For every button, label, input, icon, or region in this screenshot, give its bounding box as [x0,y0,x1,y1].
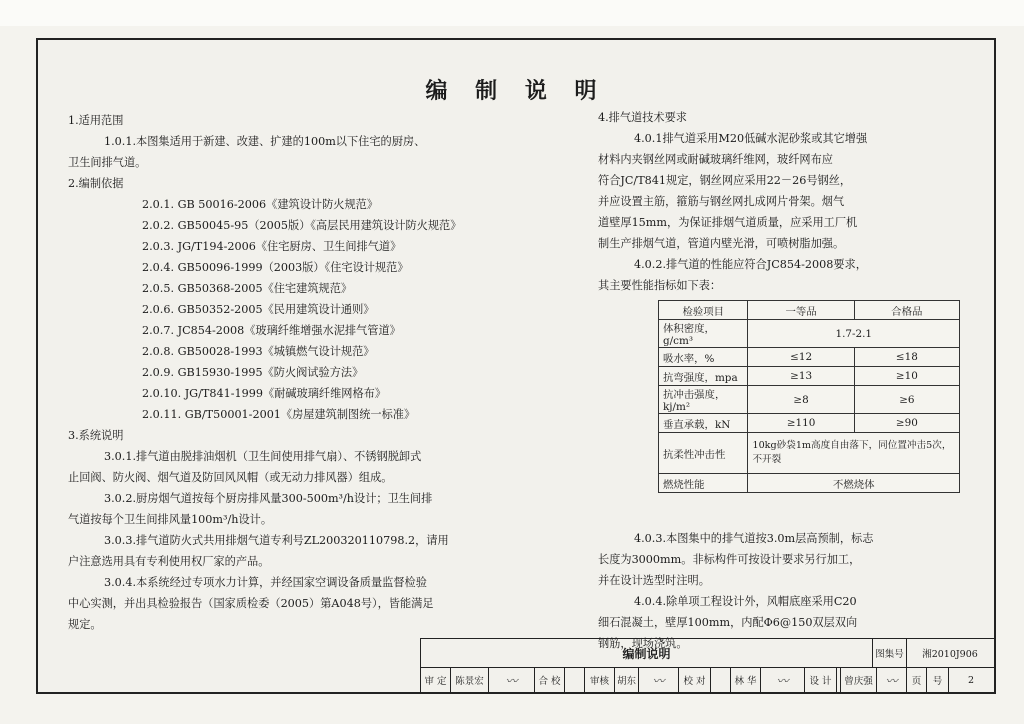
paragraph: 3.0.1.排气道由脱排油烟机（卫生间使用排气扇）、不锈钢脱卸式 [104,450,422,463]
reference-item: 2.0.5. GB50368-2005《住宅建筑规范》 [142,282,353,295]
paragraph: 4.0.1排气道采用M20低碱水泥砂浆或其它增强 [634,132,868,145]
table-cell: ≥10 [854,367,959,386]
reference-item: 2.0.1. GB 50016-2006《建筑设计防火规范》 [142,198,379,211]
label-design: 设 计 [805,667,837,693]
reference-item: 2.0.9. GB15930-1995《防火阀试验方法》 [142,366,364,379]
table-row [659,348,960,367]
paragraph: 并在设计选型时注明。 [598,574,710,587]
paragraph: 中心实测，并出具检验报告（国家质检委（2005）第A048号），皆能满足 [68,597,434,610]
label-approve: 审 定 [421,667,451,693]
table-cell: ≤12 [748,348,854,367]
paragraph: 户注意选用具有专利使用权厂家的产品。 [68,555,270,568]
signature: 〰 [489,667,535,693]
page-number: 2 [967,674,975,686]
right-column-bottom [598,528,984,654]
reference-item: 2.0.2. GB50045-95（2005版）《高层民用建筑设计防火规范》 [142,219,462,232]
page-label-2: 号 [927,667,949,693]
page-title: 编 制 说 明 [425,78,607,104]
table-cell: ≥8 [748,386,854,414]
name-design: 曾庆强 [841,667,877,693]
signature: 〰 [877,667,907,693]
table-cell: 不燃烧体 [748,474,960,493]
paragraph: 符合JC/T841规定，钢丝网应采用22－26号钢丝， [598,174,852,187]
signature: 〰 [761,667,805,693]
drawing-name: 编制说明 [421,639,873,667]
paragraph: 其主要性能指标如下表： [598,279,722,292]
paragraph: 规定。 [68,618,102,631]
blank-cell [711,667,731,693]
table-cell: 燃烧性能 [659,474,748,493]
paragraph: 并应设置主筋，箍筋与钢丝网扎成网片骨架。烟气 [598,195,845,208]
paragraph: 气道按每个卫生间排风量100m³/h设计。 [68,513,273,526]
table-header-row [659,301,960,320]
paragraph: 细石混凝土，壁厚100mm，内配Φ6@150双层双向 [598,616,858,629]
paragraph: 3.0.4.本系统经过专项水力计算，并经国家空调设备质量监督检验 [104,576,427,589]
table-cell: ≥90 [854,414,959,433]
table-header: 检验项目 [659,301,748,320]
left-column [68,110,588,635]
label-review: 审核 [585,667,615,693]
table-row [659,474,960,493]
reference-item: 2.0.8. GB50028-1993《城镇燃气设计规范》 [142,345,375,358]
table-header: 合格品 [854,301,959,320]
paragraph: 钢筋，现场浇筑。 [598,637,688,650]
right-column [598,107,984,296]
reference-item: 2.0.7. JC854-2008《玻璃纤维增强水泥排气管道》 [142,324,401,337]
signature: 〰 [639,667,679,693]
table-cell: 垂直承载，kN [659,414,748,433]
title-block-row [421,639,994,668]
scan-margin [0,0,1024,26]
table-cell: 抗弯强度，mpa [659,367,748,386]
section-heading-scope: 1.适用范围 [68,114,124,127]
paragraph: 1.0.1.本图集适用于新建、改建、扩建的100m以下住宅的厨房、 [104,135,426,148]
name-approve: 陈景宏 [451,667,489,693]
table-cell: ≥110 [748,414,854,433]
paragraph: 材料内夹钢丝网或耐碱玻璃纤维网，玻纤网布应 [598,153,833,166]
table-row [659,367,960,386]
reference-item: 2.0.6. GB50352-2005《民用建筑设计通则》 [142,303,375,316]
paragraph: 道壁厚15mm，为保证排烟气道质量，应采用工厂机 [598,216,858,229]
paragraph: 4.0.3.本图集中的排气道按3.0m层高预制，标志 [634,532,874,545]
section-heading-basis: 2.编制依据 [68,177,124,190]
table-cell: 抗冲击强度，kj/m² [659,386,748,414]
section-heading-system: 3.系统说明 [68,429,124,442]
name-review: 胡东 [615,667,639,693]
page-label: 页 [907,667,927,693]
paragraph: 3.0.2.厨房烟气道按每个厨房排风量300-500m³/h设计；卫生间排 [104,492,433,505]
table-row [659,386,960,414]
paragraph: 3.0.3.排气道防火式共用排烟气道专利号ZL200320110798.2，请用 [104,534,449,547]
blank-cell [565,667,585,693]
title-block [420,638,994,692]
table-cell: 体积密度，g/cm³ [659,320,748,348]
label-proof: 校 对 [679,667,711,693]
paragraph: 卫生间排气道。 [68,156,147,169]
paragraph: 制生产排烟气道，管道内壁光滑，可喷树脂加强。 [598,237,845,250]
drawing-frame [36,38,996,694]
reference-item: 2.0.3. JG/T194-2006《住宅厨房、卫生间排气道》 [142,240,402,253]
label-check: 合 校 [535,667,565,693]
table-row [659,433,960,474]
paragraph: 4.0.2.排气道的性能应符合JC854-2008要求， [634,258,867,271]
reference-item: 2.0.10. JG/T841-1999《耐碱玻璃纤维网格布》 [142,387,387,400]
table-cell: 10kg砂袋1m高度自由落下，同位置冲击5次，不开裂 [748,433,960,474]
performance-table [658,300,960,493]
reference-item: 2.0.4. GB50096-1999（2003版）《住宅设计规范》 [142,261,409,274]
atlas-label: 图集号 [873,639,907,667]
title-block-row [421,667,994,693]
table-cell: 抗柔性冲击性 [659,433,748,474]
section-heading-tech: 4.排气道技术要求 [598,111,687,124]
table-cell: ≤18 [854,348,959,367]
paragraph: 长度为3000mm。非标构件可按设计要求另行加工， [598,553,861,566]
table-row [659,320,960,348]
paragraph: 止回阀、防火阀、烟气道及防回风风帽（或无动力排风器）组成。 [68,471,393,484]
name-proof: 林 华 [731,667,761,693]
table-cell: 1.7-2.1 [748,320,960,348]
reference-item: 2.0.11. GB/T50001-2001《房屋建筑制图统一标准》 [142,408,416,421]
paragraph: 4.0.4.除单项工程设计外，风帽底座采用C20 [634,595,857,608]
atlas-number: 湘2010J906 [922,649,978,660]
table-header: 一等品 [748,301,854,320]
table-cell: ≥13 [748,367,854,386]
table-cell: ≥6 [854,386,959,414]
table-row [659,414,960,433]
table-cell: 吸水率，% [659,348,748,367]
